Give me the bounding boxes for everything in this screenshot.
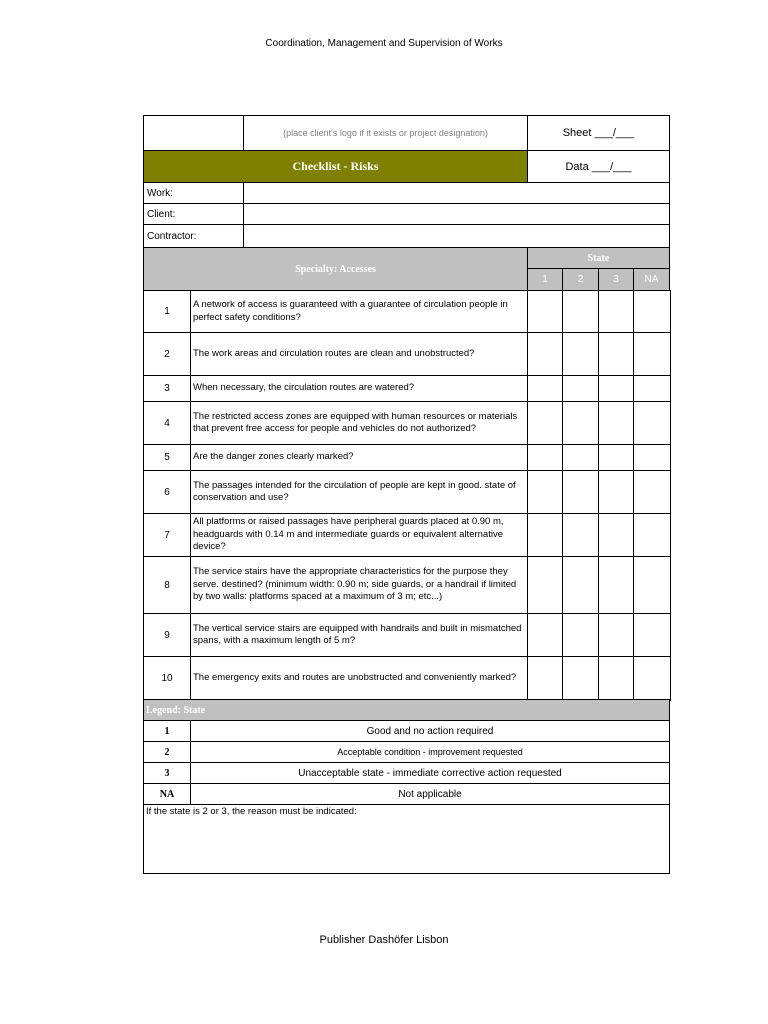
question-text: A network of access is guaranteed with a guarantee of circulation people in perfect safety conditions? [190,290,528,333]
reason-box[interactable] [143,804,670,874]
legend-title-text: Legend: State [146,704,206,716]
question-state-2-cell[interactable] [562,556,599,614]
question-state-na-cell[interactable] [633,401,671,445]
question-state-2-cell[interactable] [562,656,599,701]
question-state-1-cell[interactable] [527,556,563,614]
question-state-1-cell[interactable] [527,613,563,657]
question-number: 3 [143,375,191,402]
question-state-na-cell[interactable] [633,556,671,614]
legend-key: 3 [143,762,191,784]
legend-key: 2 [143,741,191,763]
question-state-2-cell[interactable] [562,332,599,376]
state-col-na-text: NA [644,274,659,285]
question-number: 4 [143,401,191,445]
question-state-3-cell[interactable] [598,290,634,333]
specialty-header [143,247,528,291]
question-state-na-cell[interactable] [633,470,671,514]
page-header: Coordination, Management and Supervision of Works [265,38,503,49]
question-state-2-cell[interactable] [562,290,599,333]
question-state-3-cell[interactable] [598,470,634,514]
state-col-1 [527,268,563,291]
question-state-1-cell[interactable] [527,401,563,445]
question-text: The passages intended for the circulation of people are kept in good. state of conservation and use? [190,470,528,514]
question-text: The work areas and circulation routes are clean and unobstructed? [190,332,528,376]
legend-key: NA [143,783,191,805]
question-text: The vertical service stairs are equipped with handrails and built in mismatched spans, with a maximum length of 5 m? [190,613,528,657]
question-state-3-cell[interactable] [598,656,634,701]
state-col-3 [598,268,634,291]
work-label: Work: [143,182,244,204]
state-col-1-text: 1 [542,274,548,285]
contractor-field[interactable] [243,224,670,248]
question-state-3-cell[interactable] [598,332,634,376]
question-state-1-cell[interactable] [527,290,563,333]
work-field[interactable] [243,182,670,204]
question-state-3-cell[interactable] [598,556,634,614]
question-state-2-cell[interactable] [562,513,599,557]
sheet-cell [527,115,670,151]
legend-description: Unacceptable state - immediate corrective action requested [190,762,670,784]
reason-label: If the state is 2 or 3, the reason must be indicated: [146,806,357,817]
question-state-2-cell[interactable] [562,613,599,657]
contractor-label: Contractor: [143,224,244,248]
question-number: 8 [143,556,191,614]
question-state-na-cell[interactable] [633,444,671,471]
page-footer: Publisher Dashöfer Lisbon [319,934,449,946]
state-col-na [633,268,670,291]
state-header-text: State [587,252,610,264]
question-state-3-cell[interactable] [598,513,634,557]
question-state-2-cell[interactable] [562,444,599,471]
logo-cell [143,115,244,151]
question-state-1-cell[interactable] [527,470,563,514]
legend-key: 1 [143,720,191,742]
legend-description: Acceptable condition - improvement requested [190,741,670,763]
legend-description: Good and no action required [190,720,670,742]
question-number: 7 [143,513,191,557]
legend-description: Not applicable [190,783,670,805]
specialty-header-text: Specialty: Accesses [295,263,376,275]
question-state-2-cell[interactable] [562,470,599,514]
state-col-2-text: 2 [577,274,584,285]
question-number: 5 [143,444,191,471]
date-label: Data ___/___ [565,160,632,173]
question-text: All platforms or raised passages have peripheral guards placed at 0.90 m, headguards with 0.14 m and intermediate guards or equivalent alternative device? [190,513,528,557]
date-cell [527,150,670,183]
question-state-3-cell[interactable] [598,444,634,471]
question-state-1-cell[interactable] [527,375,563,402]
question-state-na-cell[interactable] [633,656,671,701]
question-state-na-cell[interactable] [633,513,671,557]
question-text: The emergency exits and routes are unobstructed and conveniently marked? [190,656,528,701]
client-field[interactable] [243,203,670,225]
question-state-3-cell[interactable] [598,375,634,402]
question-state-2-cell[interactable] [562,375,599,402]
question-state-na-cell[interactable] [633,613,671,657]
question-text: Are the danger zones clearly marked? [190,444,528,471]
question-state-na-cell[interactable] [633,375,671,402]
question-number: 1 [143,290,191,333]
question-state-1-cell[interactable] [527,513,563,557]
state-header [527,247,670,269]
question-text: The service stairs have the appropriate characteristics for the purpose they serve. destined? (minimum width: 0.90 m; side guards, or a handrail if limited by two walls: platforms spaced at a maximum of 3 m; etc...) [190,556,528,614]
state-col-3-text: 3 [613,274,619,285]
question-number: 6 [143,470,191,514]
form-title-text: Checklist - Risks [292,159,379,173]
question-state-3-cell[interactable] [598,401,634,445]
question-state-na-cell[interactable] [633,290,671,333]
question-state-1-cell[interactable] [527,444,563,471]
question-number: 2 [143,332,191,376]
question-state-na-cell[interactable] [633,332,671,376]
state-col-2 [562,268,599,291]
question-state-3-cell[interactable] [598,613,634,657]
logo-placeholder [243,115,528,151]
logo-placeholder-text: (place client's logo if it exists or project designation) [283,128,488,138]
question-text: When necessary, the circulation routes are watered? [190,375,528,402]
question-state-1-cell[interactable] [527,332,563,376]
question-number: 10 [143,656,191,701]
question-state-2-cell[interactable] [562,401,599,445]
question-number: 9 [143,613,191,657]
legend-title [143,699,670,721]
question-text: The restricted access zones are equipped with human resources or materials that prevent free access for people and vehicles do not authorized? [190,401,528,445]
form-title [143,150,528,183]
client-label: Client: [143,203,244,225]
sheet-label: Sheet ___/___ [562,127,635,139]
question-state-1-cell[interactable] [527,656,563,701]
